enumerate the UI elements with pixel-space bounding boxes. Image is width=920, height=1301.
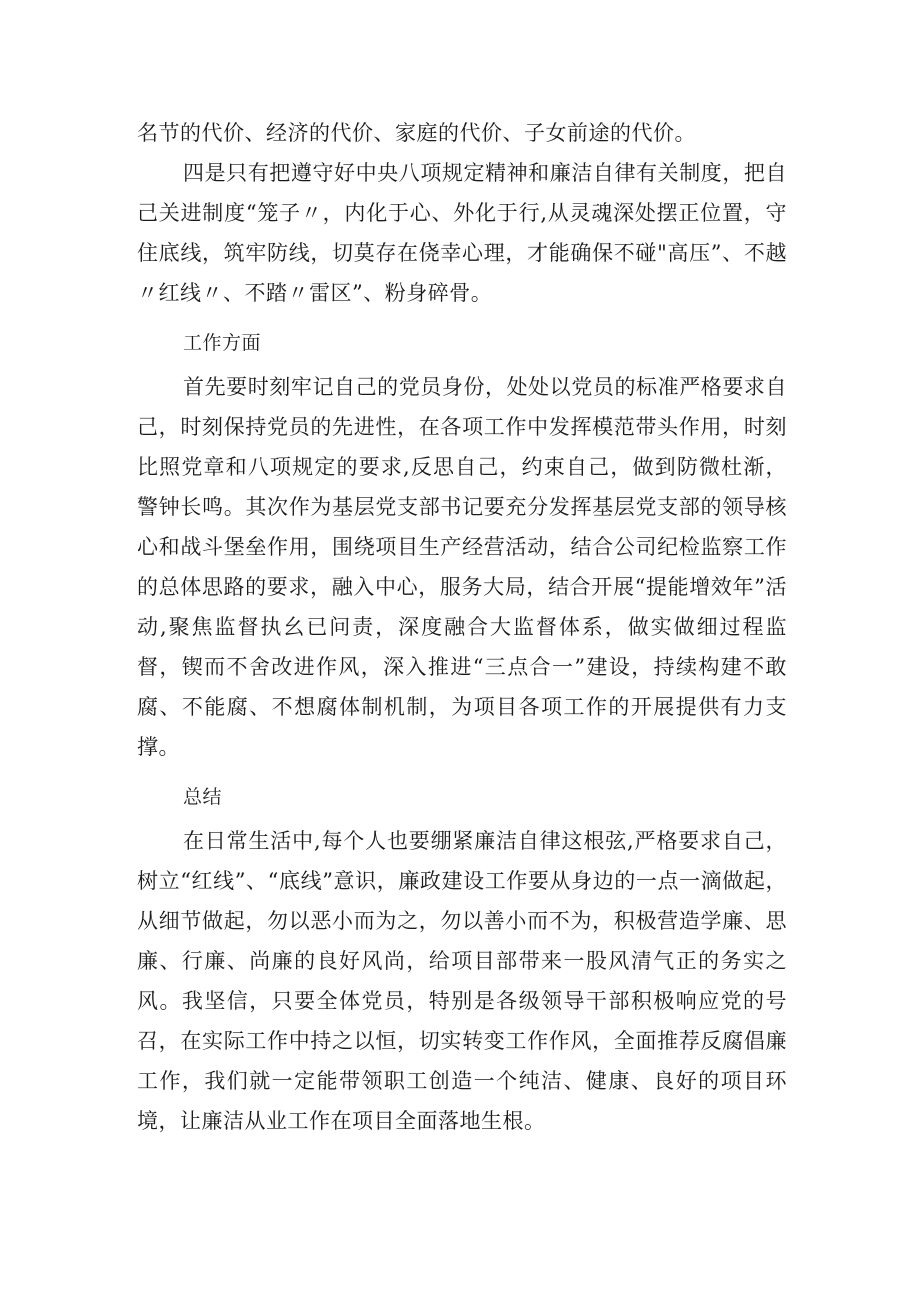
paragraph-continuation: 名节的代价、经济的代价、家庭的代价、子女前途的代价。	[137, 121, 696, 145]
paragraph-discipline-point-four: 四是只有把遵守好中央八项规定精神和廉洁自律有关制度，把自己关进制度“笼子〃，内化于心、外化于行,从灵魂深处摆正位置，守住底线，筑牢防线，切莫存在侥幸心理，才能确保不碰"高压”、不越〃红线〃、不踏〃雷区”、粉身碎骨。	[137, 161, 787, 305]
section-heading-summary: 总结	[183, 786, 223, 808]
paragraph-work: 首先要时刻牢记自己的党员身份，处处以党员的标准严格要求自己，时刻保持党员的先进性，在各项工作中发挥模范带头作用，时刻比照党章和八项规定的要求,反思自己，约束自己，做到防微杜渐，警钟长鸣。其次作为基层党支部书记要充分发挥基层党支部的领导核心和战斗堡垒作用，围绕项目生产经营活动，结合公司纪检监察工作的总体思路的要求，融入中心，服务大局，结合开展“提能增效年”活动,聚焦监督执幺已问责，深度融合大监督体系，做实做细过程监督，锲而不舍改进作风，深入推进“三点合一”建设，持续构建不敢腐、不能腐、不想腐体制机制，为项目各项工作的开展提供有力支撑。	[137, 375, 787, 759]
document-body	[137, 113, 787, 1141]
section-heading-work: 工作方面	[183, 332, 262, 354]
paragraph-summary: 在日常生活中,每个人也要绷紧廉洁自律这根弦,严格要求自己，树立“红线”、“底线”意识，廉政建设工作要从身边的一点一滴做起，从细节做起，勿以恶小而为之，勿以善小而不为，积极营造学廉、思廉、行廉、尚廉的良好风尚，给项目部带来一股风清气正的务实之风。我坚信，只要全体党员，特别是各级领导干部积极响应党的号召，在实际工作中持之以恒，切实转变工作作风，全面推荐反腐倡廉工作，我们就一定能带领职工创造一个纯洁、健康、良好的项目环境，让廉洁从业工作在项目全面落地生根。	[137, 829, 787, 1133]
